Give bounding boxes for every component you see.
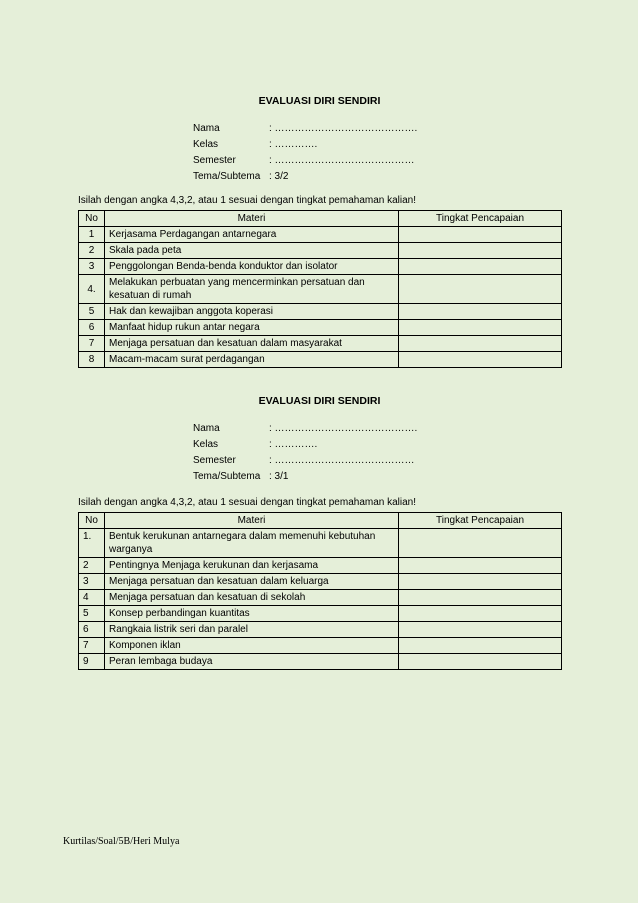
table-row <box>79 574 562 590</box>
row-tingkat-cell[interactable] <box>399 638 562 654</box>
table-row <box>79 654 562 670</box>
identity-label: Tema/Subtema <box>193 171 261 182</box>
table-row <box>79 638 562 654</box>
identity-row-semester <box>193 153 417 169</box>
table-row <box>79 227 562 243</box>
identity-value: : …………. <box>269 139 318 150</box>
row-materi: Komponen iklan <box>105 638 399 654</box>
instruction-text: Isilah dengan angka 4,3,2, atau 1 sesuai dengan tingkat pemahaman kalian! <box>78 195 417 206</box>
row-tingkat-cell[interactable] <box>399 304 562 320</box>
table-row <box>79 259 562 275</box>
row-materi: Melakukan perbuatan yang mencerminkan persatuan dan kesatuan di rumah <box>105 275 399 304</box>
row-tingkat-cell[interactable] <box>399 259 562 275</box>
table-row <box>79 320 562 336</box>
row-materi: Penggolongan Benda-benda konduktor dan isolator <box>105 259 399 275</box>
header-tingkat: Tingkat Pencapaian <box>399 513 562 529</box>
identity-row-kelas <box>193 137 417 153</box>
evaluation-table <box>78 512 562 670</box>
identity-value: : 3/1 <box>269 471 289 482</box>
row-materi: Skala pada peta <box>105 243 399 259</box>
header-tingkat: Tingkat Pencapaian <box>399 211 562 227</box>
identity-label: Semester <box>193 455 236 466</box>
table-row <box>79 606 562 622</box>
table-row <box>79 529 562 558</box>
row-no: 1. <box>79 529 105 558</box>
row-no: 5 <box>79 606 105 622</box>
header-no: No <box>79 513 105 529</box>
row-materi: Kerjasama Perdagangan antarnegara <box>105 227 399 243</box>
row-no: 5 <box>79 304 105 320</box>
row-no: 2 <box>79 558 105 574</box>
row-no: 8 <box>79 352 105 368</box>
row-no: 7 <box>79 638 105 654</box>
identity-block <box>193 421 417 485</box>
row-materi: Manfaat hidup rukun antar negara <box>105 320 399 336</box>
table-row <box>79 275 562 304</box>
header-materi: Materi <box>105 211 399 227</box>
identity-row-tema <box>193 469 417 485</box>
identity-value: : …………………………………… <box>269 455 415 466</box>
header-no: No <box>79 211 105 227</box>
row-materi: Konsep perbandingan kuantitas <box>105 606 399 622</box>
row-no: 1 <box>79 227 105 243</box>
identity-row-nama <box>193 421 417 437</box>
identity-value: : …………. <box>269 439 318 450</box>
section-title: EVALUASI DIRI SENDIRI <box>258 395 381 407</box>
identity-row-tema <box>193 169 417 185</box>
row-tingkat-cell[interactable] <box>399 352 562 368</box>
row-materi: Peran lembaga budaya <box>105 654 399 670</box>
table-row <box>79 336 562 352</box>
row-tingkat-cell[interactable] <box>399 558 562 574</box>
identity-row-semester <box>193 453 417 469</box>
row-no: 4. <box>79 275 105 304</box>
row-materi: Bentuk kerukunan antarnegara dalam memenuhi kebutuhan warganya <box>105 529 399 558</box>
row-no: 3 <box>79 574 105 590</box>
row-tingkat-cell[interactable] <box>399 654 562 670</box>
identity-value: : ……………………………………. <box>269 423 418 434</box>
identity-row-nama <box>193 121 417 137</box>
table-header-row <box>79 513 562 529</box>
identity-label: Kelas <box>193 139 219 150</box>
row-materi: Rangkaia listrik seri dan paralel <box>105 622 399 638</box>
table-header-row <box>79 211 562 227</box>
row-no: 6 <box>79 622 105 638</box>
section-title: EVALUASI DIRI SENDIRI <box>258 95 381 107</box>
row-no: 2 <box>79 243 105 259</box>
row-materi: Pentingnya Menjaga kerukunan dan kerjasama <box>105 558 399 574</box>
row-tingkat-cell[interactable] <box>399 574 562 590</box>
page-footer: Kurtilas/Soal/5B/Heri Mulya <box>63 836 180 847</box>
row-no: 3 <box>79 259 105 275</box>
table-row <box>79 558 562 574</box>
identity-block <box>193 121 417 185</box>
row-tingkat-cell[interactable] <box>399 622 562 638</box>
row-tingkat-cell[interactable] <box>399 243 562 259</box>
instruction-text: Isilah dengan angka 4,3,2, atau 1 sesuai dengan tingkat pemahaman kalian! <box>78 497 417 508</box>
identity-label: Kelas <box>193 439 219 450</box>
row-tingkat-cell[interactable] <box>399 227 562 243</box>
row-materi: Menjaga persatuan dan kesatuan di sekolah <box>105 590 399 606</box>
row-no: 4 <box>79 590 105 606</box>
row-tingkat-cell[interactable] <box>399 320 562 336</box>
row-tingkat-cell[interactable] <box>399 606 562 622</box>
table-row <box>79 352 562 368</box>
evaluation-table <box>78 210 562 368</box>
row-tingkat-cell[interactable] <box>399 529 562 558</box>
row-materi: Menjaga persatuan dan kesatuan dalam keluarga <box>105 574 399 590</box>
row-no: 6 <box>79 320 105 336</box>
table-row <box>79 243 562 259</box>
identity-label: Nama <box>193 123 220 134</box>
row-tingkat-cell[interactable] <box>399 590 562 606</box>
identity-label: Nama <box>193 423 220 434</box>
table-row <box>79 590 562 606</box>
row-no: 9 <box>79 654 105 670</box>
row-tingkat-cell[interactable] <box>399 336 562 352</box>
identity-value: : 3/2 <box>269 171 289 182</box>
identity-label: Tema/Subtema <box>193 471 261 482</box>
row-materi: Macam-macam surat perdagangan <box>105 352 399 368</box>
row-no: 7 <box>79 336 105 352</box>
table-row <box>79 304 562 320</box>
identity-value: : …………………………………… <box>269 155 415 166</box>
row-materi: Hak dan kewajiban anggota koperasi <box>105 304 399 320</box>
identity-value: : ……………………………………. <box>269 123 418 134</box>
row-tingkat-cell[interactable] <box>399 275 562 304</box>
row-materi: Menjaga persatuan dan kesatuan dalam masyarakat <box>105 336 399 352</box>
table-row <box>79 622 562 638</box>
identity-label: Semester <box>193 155 236 166</box>
header-materi: Materi <box>105 513 399 529</box>
identity-row-kelas <box>193 437 417 453</box>
